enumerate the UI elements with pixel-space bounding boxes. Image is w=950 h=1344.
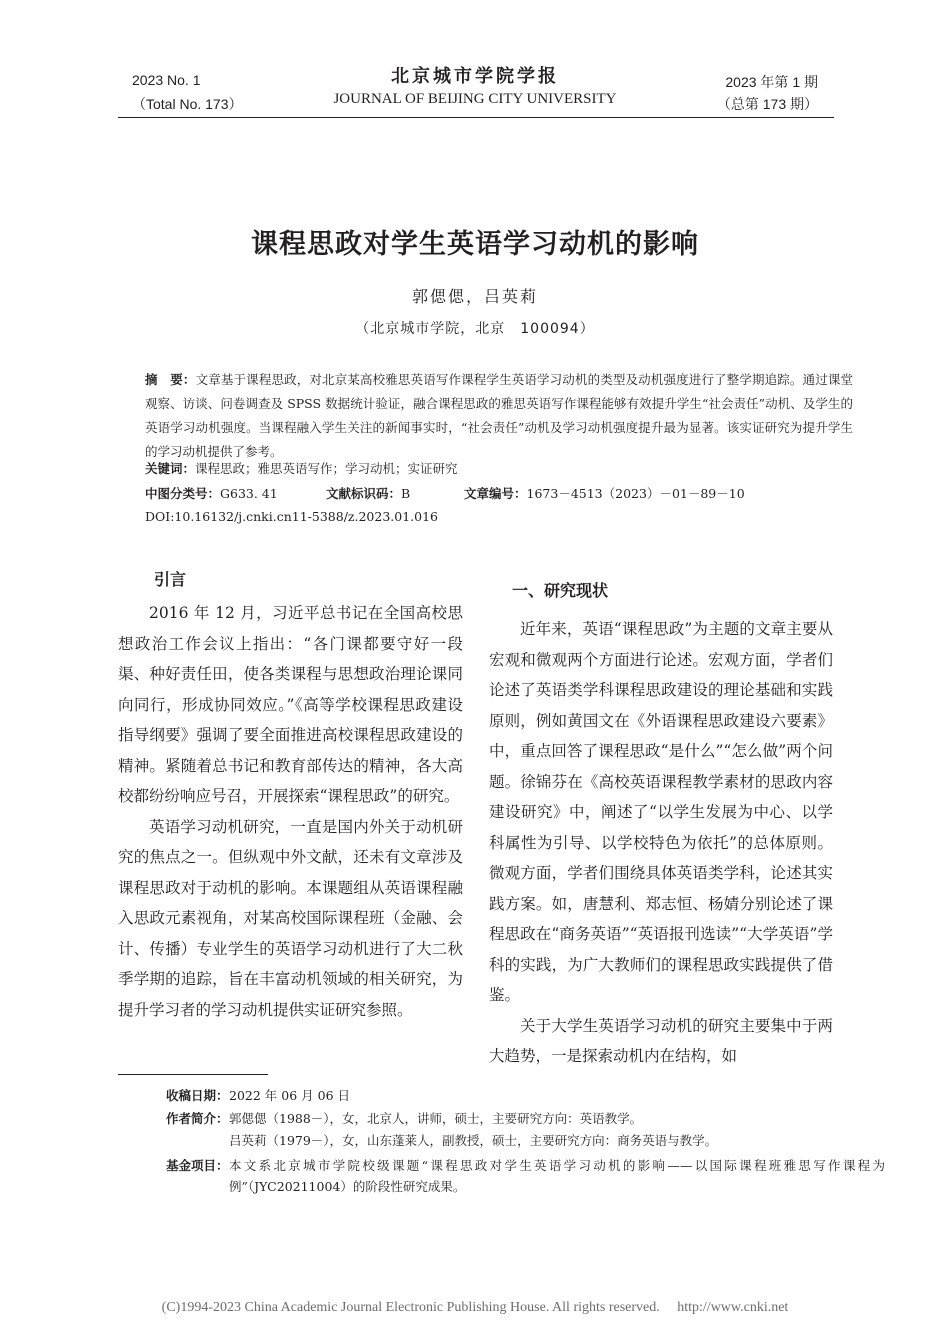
intro-body <box>118 598 463 1025</box>
intro-heading: 引言 <box>154 570 187 589</box>
received-label: 收稿日期： <box>166 1088 229 1103</box>
abstract-label: 摘 要： <box>145 372 196 387</box>
keywords-label: 关键词： <box>145 461 196 476</box>
abstract <box>145 368 853 464</box>
author-1: 郭偲偲（1988－），女，北京人，讲师，硕士，主要研究方向：英语教学。 <box>229 1111 643 1126</box>
journal-title-en: JOURNAL OF BEIJING CITY UNIVERSITY <box>333 91 617 107</box>
clc-number <box>145 484 278 502</box>
abstract-text: 文章基于课程思政，对北京某高校雅思英语写作课程学生英语学习动机的类型及动机强度进行了整学期追踪。通过课堂观察、访谈、问卷调查及 SPSS 数据统计验证，融合课程思政的雅思英语写作课程能够有效提升学生“社会责任”动机、及学生的英语学习动机强度。当课程融入学生关注的新闻事实时，“社会责任”动机及学习动机强度提升最为显著。该实证研究为提升学生的学习动机提供了参考。 <box>145 372 853 459</box>
footnote-rule <box>118 1074 268 1075</box>
section1-paragraph-2: 关于大学生英语学习动机的研究主要集中于两大趋势，一是探索动机内在结构，如 <box>489 1016 833 1065</box>
document-code-label: 文献标识码： <box>326 486 402 501</box>
copyright-notice: (C)1994-2023 China Academic Journal Electronic Publishing House. All rights reserved. http://www.cnki.net <box>161 1300 789 1315</box>
clc-label: 中图分类号： <box>145 486 221 501</box>
author-2: 吕英莉（1979－），女，山东蓬莱人，副教授，硕士，主要研究方向：商务英语与教学。 <box>229 1133 718 1148</box>
doi: DOI:10.16132/j.cnki.cn11-5388/z.2023.01.016 <box>145 509 439 524</box>
received-value: 2022 年 06 月 06 日 <box>229 1088 350 1103</box>
keywords <box>145 459 458 477</box>
header-rule <box>118 117 834 118</box>
article-authors: 郭偲偲，吕英莉 <box>411 287 538 306</box>
header-total-issue: （Total No. 173） <box>132 96 243 112</box>
header-total-issue-cn: （总第 173 期） <box>716 96 818 112</box>
section1-body <box>489 614 833 1072</box>
journal-title-cn: 北京城市学院学报 <box>391 66 559 87</box>
article-affiliation: （北京城市学院，北京 100094） <box>355 321 595 337</box>
fund-label: 基金项目： <box>166 1158 229 1173</box>
article-number <box>464 484 745 502</box>
article-number-value: 1673－4513（2023）－01－89－10 <box>526 486 745 501</box>
document-code <box>326 484 410 502</box>
header-issue: 2023 No. 1 <box>132 72 201 88</box>
footnote-fund <box>166 1155 886 1199</box>
author-label: 作者简介： <box>166 1111 229 1126</box>
document-code-value: B <box>401 486 411 501</box>
keywords-text: 课程思政；雅思英语写作；学习动机；实证研究 <box>195 461 458 476</box>
article-title: 课程思政对学生英语学习动机的影响 <box>251 229 699 260</box>
footnote-received <box>166 1085 886 1106</box>
intro-paragraph-1: 2016 年 12 月，习近平总书记在全国高校思想政治工作会议上指出：“各门课都要守好一段渠、种好责任田，使各类课程与思想政治理论课同向同行，形成协同效应。”《高等学校课程思政建设指导纲要》强调了要全面推进高校课程思政建设的精神。紧随着总书记和教育部传达的精神，各大高校都纷纷响应号召，开展探索“课程思政”的研究。 <box>118 604 463 805</box>
fund-value: 本文系北京城市学院校级课题“课程思政对学生英语学习动机的影响——以国际课程班雅思写作课程为例”（JYC20211004）的阶段性研究成果。 <box>229 1158 885 1194</box>
intro-paragraph-2: 英语学习动机研究，一直是国内外关于动机研究的焦点之一。但纵观中外文献，还未有文章涉及课程思政对于动机的影响。本课题组从英语课程融入思政元素视角，对某高校国际课程班（金融、会计、传播）专业学生的英语学习动机进行了大二秋季学期的追踪，旨在丰富动机领域的相关研究，为提升学习者的学习动机提供实证研究参照。 <box>118 817 463 1019</box>
section1-heading: 一、研究现状 <box>512 581 609 600</box>
clc-value: G633. 41 <box>220 486 278 501</box>
section1-paragraph-1: 近年来，英语“课程思政”为主题的文章主要从宏观和微观两个方面进行论述。宏观方面，学者们论述了英语类学科课程思政建设的理论基础和实践原则，例如黄国文在《外语课程思政建设六要素》中，重点回答了课程思政“是什么”“怎么做”两个问题。徐锦芬在《高校英语课程教学素材的思政内容建设研究》中，阐述了“以学生发展为中心、以学科属性为引导、以学校特色为依托”的总体原则。微观方面，学者们围绕具体英语类学科，论述其实践方案。如，唐慧利、郑志恒、杨婧分别论述了课程思政在“商务英语”“英语报刊选读”“大学英语”学科的实践，为广大教师们的课程思政实践提供了借鉴。 <box>489 620 833 1004</box>
article-number-label: 文章编号： <box>464 486 527 501</box>
header-issue-cn: 2023 年第 1 期 <box>725 74 818 90</box>
footnote-authors <box>166 1108 886 1152</box>
